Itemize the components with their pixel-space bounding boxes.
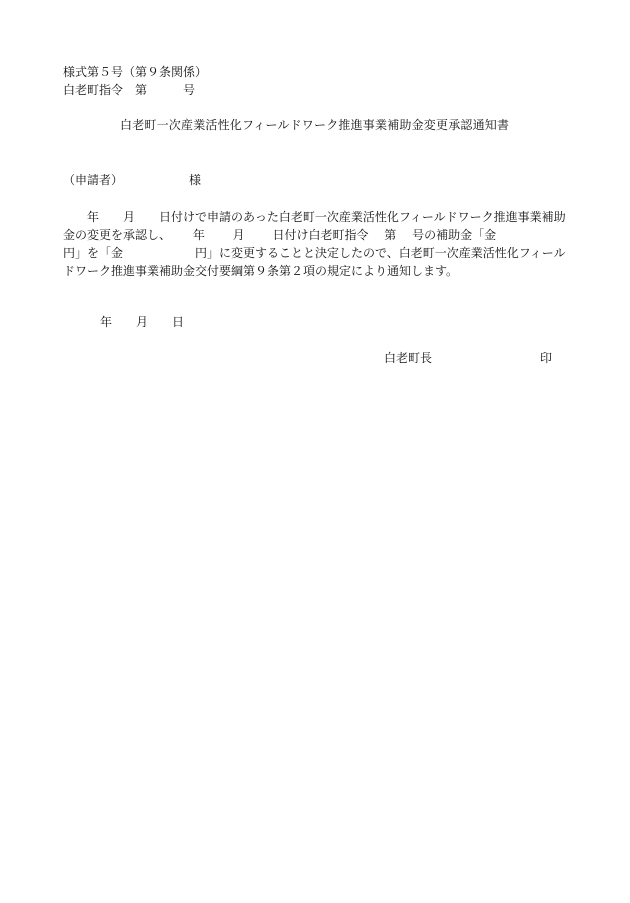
body-line-3: 円」を「金 円」に変更することと決定したので、白老町一次産業活性化フィール: [63, 246, 566, 260]
issue-date: 年 月 日: [100, 315, 185, 329]
notice-body: [63, 208, 568, 280]
document-title: 白老町一次産業活性化フィールドワーク推進事業補助金変更承認通知書: [120, 118, 510, 132]
signer-line: 白老町長 印: [384, 351, 553, 365]
body-line-1: 年 月 日付けで申請のあった白老町一次産業活性化フィールドワーク推進事業補助: [63, 210, 566, 224]
body-line-2: 金の変更を承認し、 年 月 日付け白老町指令 第 号の補助金「金: [63, 228, 497, 242]
applicant-line: （申請者） 様: [63, 173, 202, 187]
body-line-4: ドワーク推進事業補助金交付要綱第９条第２項の規定により通知します。: [63, 264, 459, 278]
form-number: 様式第５号（第９条関係）: [63, 65, 208, 79]
document-number: 白老町指令 第 号: [63, 83, 196, 97]
